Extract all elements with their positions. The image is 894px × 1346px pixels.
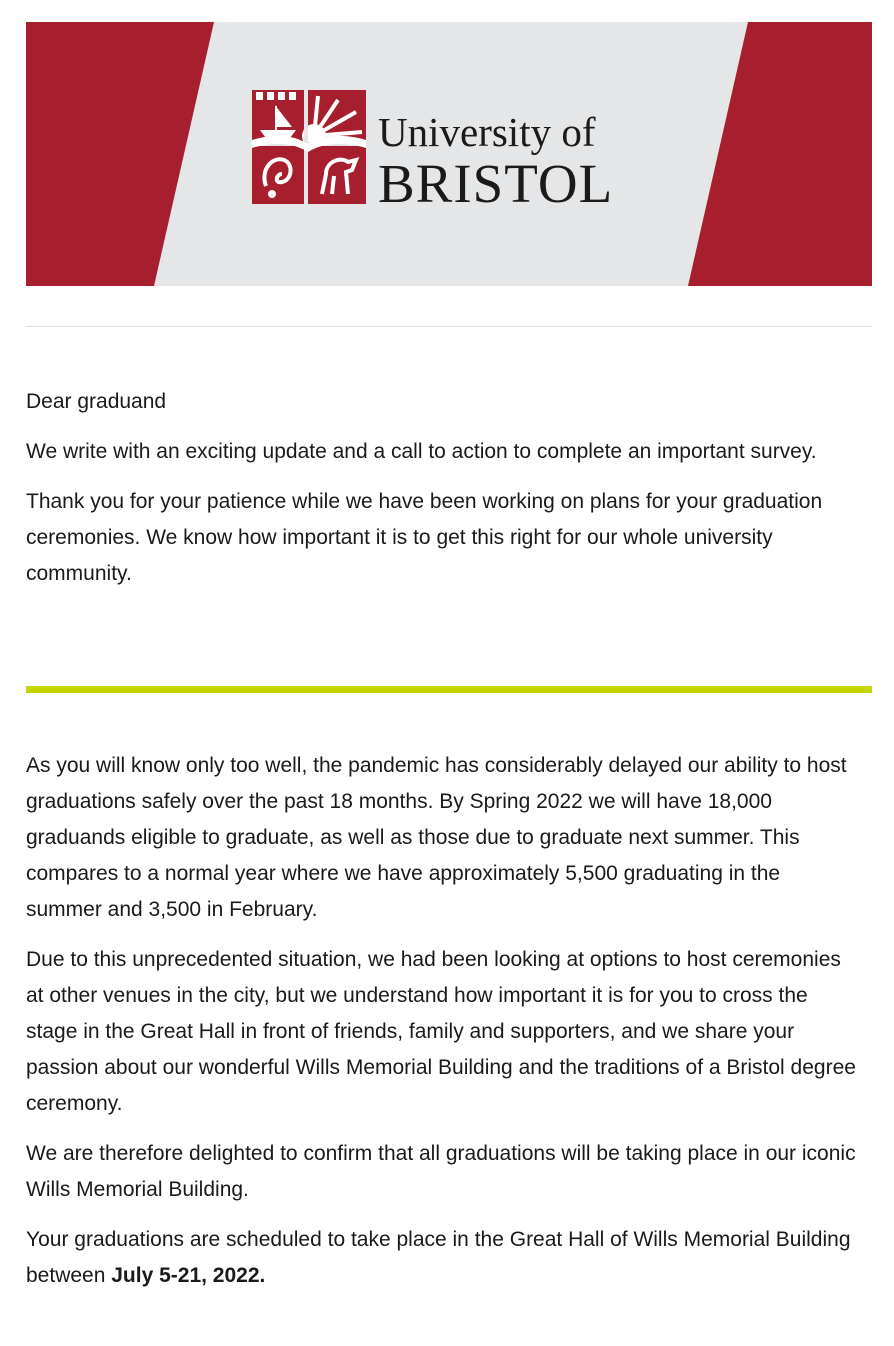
- intro-section: [26, 384, 856, 606]
- intro-paragraph-1: We write with an exciting update and a call to action to complete an important survey.: [26, 440, 817, 463]
- divider-grey: [26, 326, 872, 327]
- body-paragraph-4: [26, 1222, 856, 1294]
- body-paragraph-3: We are therefore delighted to confirm that all graduations will be taking place in our iconic Wills Memorial Building.: [26, 1142, 856, 1201]
- body-paragraph-1: As you will know only too well, the pandemic has considerably delayed our ability to host graduations safely over the past 18 months. By Spring 2022 we will have 18,000 graduands eligible to graduate, as well as those due to graduate next summer. This compares to a normal year where we have approximately 5,500 graduating in the summer and 3,500 in February.: [26, 754, 847, 921]
- header-banner: [26, 22, 872, 286]
- divider-green: [26, 686, 872, 693]
- body-section: [26, 748, 856, 1308]
- logo-line-1: University of: [378, 109, 596, 155]
- logo-line-2: BRISTOL: [378, 153, 614, 214]
- graduation-dates: July 5-21, 2022.: [111, 1264, 266, 1287]
- body-paragraph-2: Due to this unprecedented situation, we had been looking at options to host ceremonies at other venues in the city, but we understand how important it is for you to cross the stage in the Great Hall in front of friends, family and supporters, and we share your passion about our wonderful Wills Memorial Building and the traditions of a Bristol degree ceremony.: [26, 948, 856, 1115]
- salutation: Dear graduand: [26, 390, 167, 413]
- intro-paragraph-2: Thank you for your patience while we have been working on plans for your graduation ceremonies. We know how important it is to get this right for our whole university community.: [26, 490, 823, 585]
- body-paragraph-4-text: Your graduations are scheduled to take place in the Great Hall of Wills Memorial Building between: [26, 1228, 851, 1287]
- university-crest-icon: [252, 90, 366, 204]
